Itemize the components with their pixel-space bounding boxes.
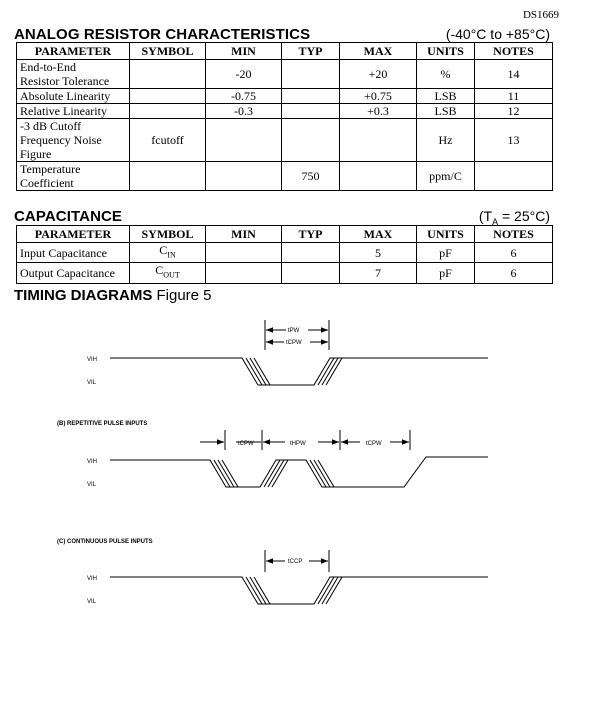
col-header-typ: TYP — [282, 226, 340, 243]
label-vih: VIH — [87, 576, 98, 582]
units-cell: pF — [417, 263, 475, 283]
col-header-typ: TYP — [282, 43, 340, 60]
label-tccp: tCCP — [288, 559, 303, 565]
units-cell: Hz — [417, 119, 475, 162]
parameter-line: -3 dB Cutoff — [20, 119, 82, 133]
parameter-line: End-to-End — [20, 60, 76, 74]
diagram-c-caption: (C) CONTINUOUS PULSE INPUTS — [57, 539, 153, 545]
notes-cell: 11 — [475, 89, 553, 104]
typ-cell: 750 — [282, 162, 340, 191]
label-vih: VIH — [87, 459, 98, 465]
label-vih: VIH — [87, 357, 98, 363]
capacitance-section-condition: $(T_A = 25^\circ C)$ — [478, 208, 550, 227]
min-cell: -0.3 — [206, 104, 282, 119]
parameter-line: Coefficient — [20, 176, 74, 190]
col-header-symbol: SYMBOL — [130, 226, 206, 243]
parameter-line: Temperature — [20, 162, 81, 176]
label-tcpw: tCPW — [238, 441, 254, 447]
max-cell: +0.75 — [340, 89, 417, 104]
parameter-line: Frequency Noise — [20, 133, 102, 147]
units-cell: LSB — [417, 89, 475, 104]
resistor-section-condition: (-40°C to +85°C) — [445, 26, 550, 42]
label-tcpw: tCPW — [366, 441, 382, 447]
symbol-cell: fcutoff — [130, 119, 206, 162]
notes-cell: 6 — [475, 263, 553, 283]
notes-cell: 13 — [475, 119, 553, 162]
col-header-max: MAX — [340, 226, 417, 243]
document-id: DS1669 — [522, 9, 559, 21]
symbol-cell: $C_{OUT}$ — [130, 263, 206, 283]
label-thpw: tHPW — [290, 441, 306, 447]
capacitance-section-title: CAPACITANCE — [14, 208, 123, 225]
col-header-parameter: PARAMETER — [17, 43, 130, 60]
units-cell: ppm/C — [417, 162, 475, 191]
units-cell: pF — [417, 243, 475, 263]
parameter-line: Relative Linearity — [20, 104, 107, 118]
col-header-units: UNITS — [417, 43, 475, 60]
resistor-section-title: ANALOG RESISTOR CHARACTERISTICS — [14, 26, 311, 43]
col-header-max: MAX — [340, 43, 417, 60]
max-cell: 5 — [340, 243, 417, 263]
diagram-b-caption: (B) REPETITIVE PULSE INPUTS — [57, 421, 148, 427]
symbol-cell: $C_{IN}$ — [130, 243, 206, 263]
col-header-min: MIN — [206, 43, 282, 60]
col-header-min: MIN — [206, 226, 282, 243]
label-vil: VIL — [87, 599, 97, 605]
min-cell: -20 — [206, 60, 282, 89]
parameter-line: Absolute Linearity — [20, 89, 111, 103]
units-cell: % — [417, 60, 475, 89]
timing-diagram-b — [110, 430, 488, 487]
notes-cell: 12 — [475, 104, 553, 119]
col-header-parameter: PARAMETER — [17, 226, 130, 243]
label-vil: VIL — [87, 380, 97, 386]
max-cell: +0.3 — [340, 104, 417, 119]
col-header-symbol: SYMBOL — [130, 43, 206, 60]
col-header-notes: NOTES — [475, 43, 553, 60]
units-cell: LSB — [417, 104, 475, 119]
notes-cell: 6 — [475, 243, 553, 263]
timing-diagrams-title: TIMING DIAGRAMS Figure 5 — [14, 287, 212, 304]
parameter-line: Resistor Tolerance — [20, 74, 110, 88]
parameter-line: Figure — [20, 147, 52, 161]
col-header-units: UNITS — [417, 226, 475, 243]
label-vil: VIL — [87, 482, 97, 488]
min-cell: -0.75 — [206, 89, 282, 104]
parameter-cell: Output Capacitance — [17, 263, 130, 283]
max-cell: 7 — [340, 263, 417, 283]
notes-cell: 14 — [475, 60, 553, 89]
max-cell: +20 — [340, 60, 417, 89]
label-tcpw: tCPW — [286, 340, 302, 346]
parameter-cell: Input Capacitance — [17, 243, 130, 263]
col-header-notes: NOTES — [475, 226, 553, 243]
label-tpw: tPW — [288, 328, 300, 334]
